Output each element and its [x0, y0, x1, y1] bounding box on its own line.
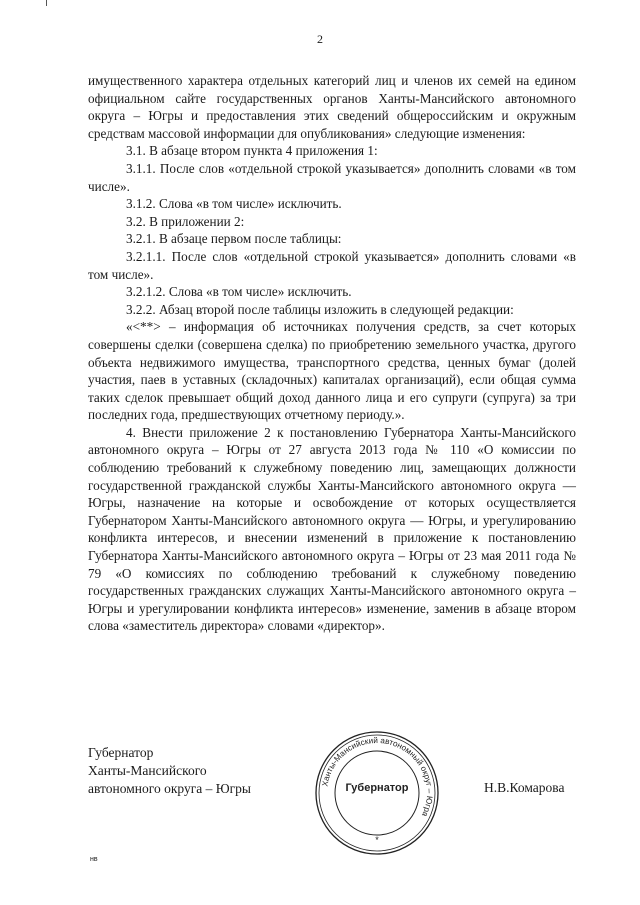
paragraph-3-1-1: 3.1.1. После слов «отдельной строкой указывается» дополнить словами «в том числе».	[88, 160, 576, 194]
signatory-title-line: Губернатор	[88, 745, 154, 760]
seal-ring-text: Ханты-Мансийский автономный округ – Югра	[320, 735, 435, 819]
footer-code: нв	[90, 856, 98, 863]
page-number: 2	[317, 32, 323, 46]
seal-center-text: Губернатор	[345, 782, 409, 794]
paragraph-3-2-1-2: 3.2.1.2. Слова «в том числе» исключить.	[126, 284, 352, 300]
paragraph-intro-continuation: имущественного характера отдельных категорий лиц и членов их семей на едином официальном сайте государственных органов Ханты-Мансийского автономного округа – Югры и предоставления этих сведений общероссийским и окружным средствам массовой информации для опубликования» следующие изменения:	[88, 73, 576, 141]
paragraph-3-2-2: 3.2.2. Абзац второй после таблицы изложить в следующей редакции:	[126, 301, 514, 317]
document-body	[88, 72, 576, 635]
paragraph-quoted-footnote: «<**> – информация об источниках получения средств, за счет которых совершены сделки (совершена сделка) по приобретению земельного участка, другого объекта недвижимого имущества, транспортного средства, ценных бумаг (долей участия, паев в уставных (складочных) капиталах организаций), если общая сумма таких сделок превышает общий доход данного лица и его супруги (супруга) за три последних года, предшествующих отчетному периоду.».	[88, 319, 576, 423]
signatory-name: Н.В.Комарова	[484, 780, 565, 795]
paragraph-3-1-2: 3.1.2. Слова «в том числе» исключить.	[126, 196, 342, 212]
scan-mark	[46, 0, 47, 6]
paragraph-3-2-1-1: 3.2.1.1. После слов «отдельной строкой указывается» дополнить словами «в том числе».	[88, 248, 576, 282]
official-seal-icon	[314, 730, 440, 856]
signatory-title-line: Ханты-Мансийского	[88, 763, 207, 778]
signatory-title	[88, 744, 251, 798]
paragraph-3-2: 3.2. В приложении 2:	[126, 213, 245, 229]
signatory-title-line: автономного округа – Югры	[88, 781, 251, 796]
paragraph-3-1: 3.1. В абзаце втором пункта 4 приложения 1:	[126, 143, 378, 159]
paragraph-4: 4. Внести приложение 2 к постановлению Губернатора Ханты-Мансийского автономного округа – Югры от 27 августа 2013 года № 110 «О комиссии по соблюдению требований к служебному поведению лиц, замещающих должности государственной гражданской службы Ханты-Мансийского автономного округа — Югры, назначение на которые и освобождение от которых осуществляется Губернатором Ханты-Мансийского автономного округа — Югры, и урегулированию конфликта интересов, и внесении изменений в приложение к постановлению Губернатора Ханты-Мансийского автономного округа – Югры от 23 мая 2011 года № 79 «О комиссиях по соблюдению требований к служебному поведению государственных гражданских служащих Ханты-Мансийского автономного округа – Югры и урегулировании конфликта интересов» изменение, заменив в абзаце втором слова «заместитель директора» словами «директор».	[88, 424, 576, 634]
paragraph-3-2-1: 3.2.1. В абзаце первом после таблицы:	[126, 231, 342, 247]
seal-bottom-glyph: *	[375, 835, 379, 845]
